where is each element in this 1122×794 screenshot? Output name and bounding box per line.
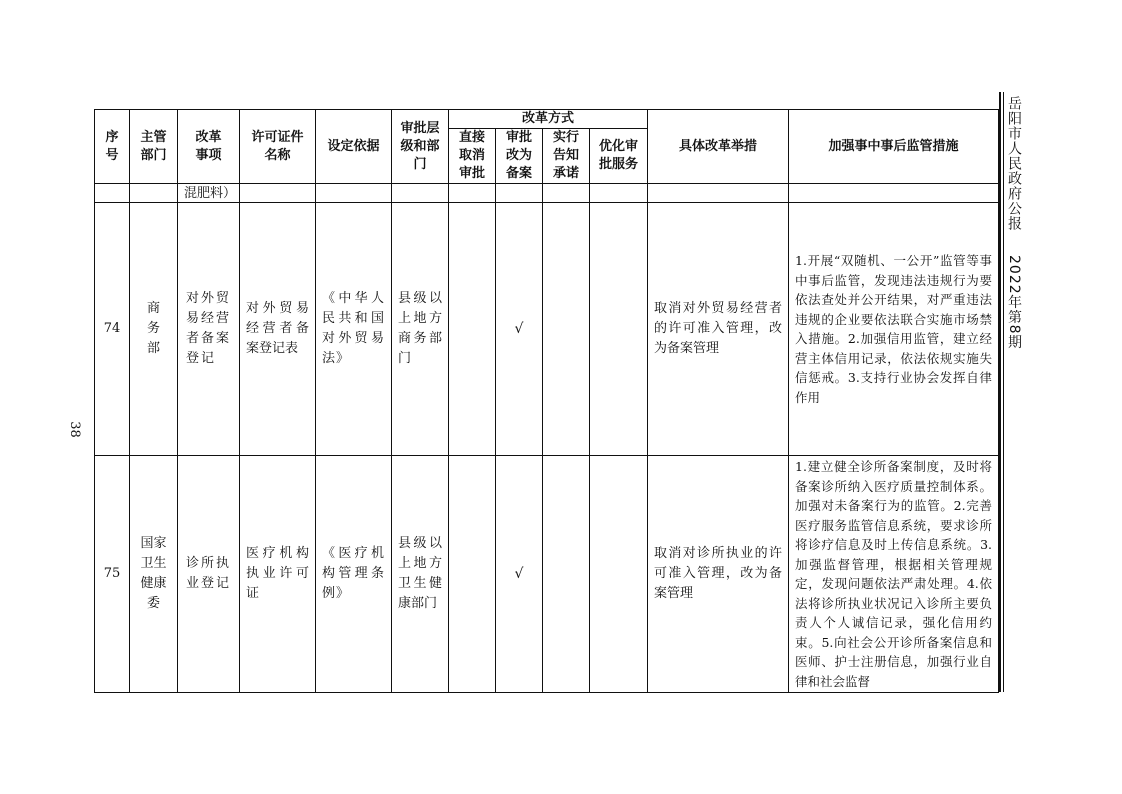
table-row <box>95 203 999 456</box>
header-seq: 序号 <box>95 110 130 184</box>
row-basis: 《中华人民共和国对外贸易法》 <box>316 203 392 456</box>
page-number: 38 <box>66 421 82 438</box>
publication-name: 岳阳市人民政府公报 <box>1006 96 1022 231</box>
side-header-title <box>1004 96 1024 350</box>
header-supervision: 加强事中事后监管措施 <box>789 110 999 184</box>
reform-table <box>94 109 999 693</box>
table-row-continued <box>95 184 999 203</box>
header-cert: 许可证件名称 <box>240 110 316 184</box>
header-mode-group: 改革方式 <box>449 110 648 129</box>
row-mode-filing: √ <box>496 456 543 693</box>
row-mode-cancel <box>449 203 496 456</box>
row-seq: 75 <box>95 456 130 693</box>
row-supervision: 1.开展“双随机、一公开”监管等事中事后监管，发现违法违规行为要依法查处并公开结果，对严重违法违规的企业要依法联合实施市场禁入措施。2.加强信用监管，建立经营主体信用记录，依法依规实施失信惩戒。3.支持行业协会发挥自律作用 <box>789 203 999 456</box>
row-basis: 《医疗机构管理条例》 <box>316 456 392 693</box>
row-measures: 取消对诊所执业的许可准入管理，改为备案管理 <box>648 456 789 693</box>
row-level: 县级以上地方商务部门 <box>392 203 449 456</box>
header-dept: 主管部门 <box>130 110 178 184</box>
row-cert: 对外贸易经营者备案登记表 <box>240 203 316 456</box>
header-level: 审批层级和部门 <box>392 110 449 184</box>
header-mode-notify: 实行告知承诺 <box>543 129 590 184</box>
table-row <box>95 456 999 693</box>
row-level: 县级以上地方卫生健康部门 <box>392 456 449 693</box>
row-mode-optimize <box>590 456 648 693</box>
row-item: 诊所执业登记 <box>178 456 240 693</box>
header-mode-cancel: 直接取消审批 <box>449 129 496 184</box>
header-basis: 设定依据 <box>316 110 392 184</box>
row-cert: 医疗机构执业许可证 <box>240 456 316 693</box>
issue-number: 2022年第8期 <box>1006 255 1022 350</box>
continued-item: 混肥料） <box>178 184 240 203</box>
row-mode-optimize <box>590 203 648 456</box>
side-header-rule <box>999 92 1001 692</box>
header-mode-optimize: 优化审批服务 <box>590 129 648 184</box>
row-mode-cancel <box>449 456 496 693</box>
row-measures: 取消对外贸易经营者的许可准入管理，改为备案管理 <box>648 203 789 456</box>
row-seq: 74 <box>95 203 130 456</box>
header-mode-filing: 审批改为备案 <box>496 129 543 184</box>
row-item: 对外贸易经营者备案登记 <box>178 203 240 456</box>
row-supervision: 1.建立健全诊所备案制度，及时将备案诊所纳入医疗质量控制体系。加强对未备案行为的监管。2.完善医疗服务监管信息系统，要求诊所将诊疗信息及时上传信息系统。3.加强监督管理，根据相关管理规定，发现问题依法严肃处理。4.依法将诊所执业状况记入诊所主要负责人个人诚信记录，强化信用约束。5.向社会公开诊所备案信息和医师、护士注册信息，加强行业自律和社会监督 <box>789 456 999 693</box>
row-mode-filing: √ <box>496 203 543 456</box>
header-measures: 具体改革举措 <box>648 110 789 184</box>
row-dept: 商务部 <box>130 203 178 456</box>
row-dept: 国家卫生健康委 <box>130 456 178 693</box>
row-mode-notify <box>543 203 590 456</box>
header-item: 改革事项 <box>178 110 240 184</box>
row-mode-notify <box>543 456 590 693</box>
